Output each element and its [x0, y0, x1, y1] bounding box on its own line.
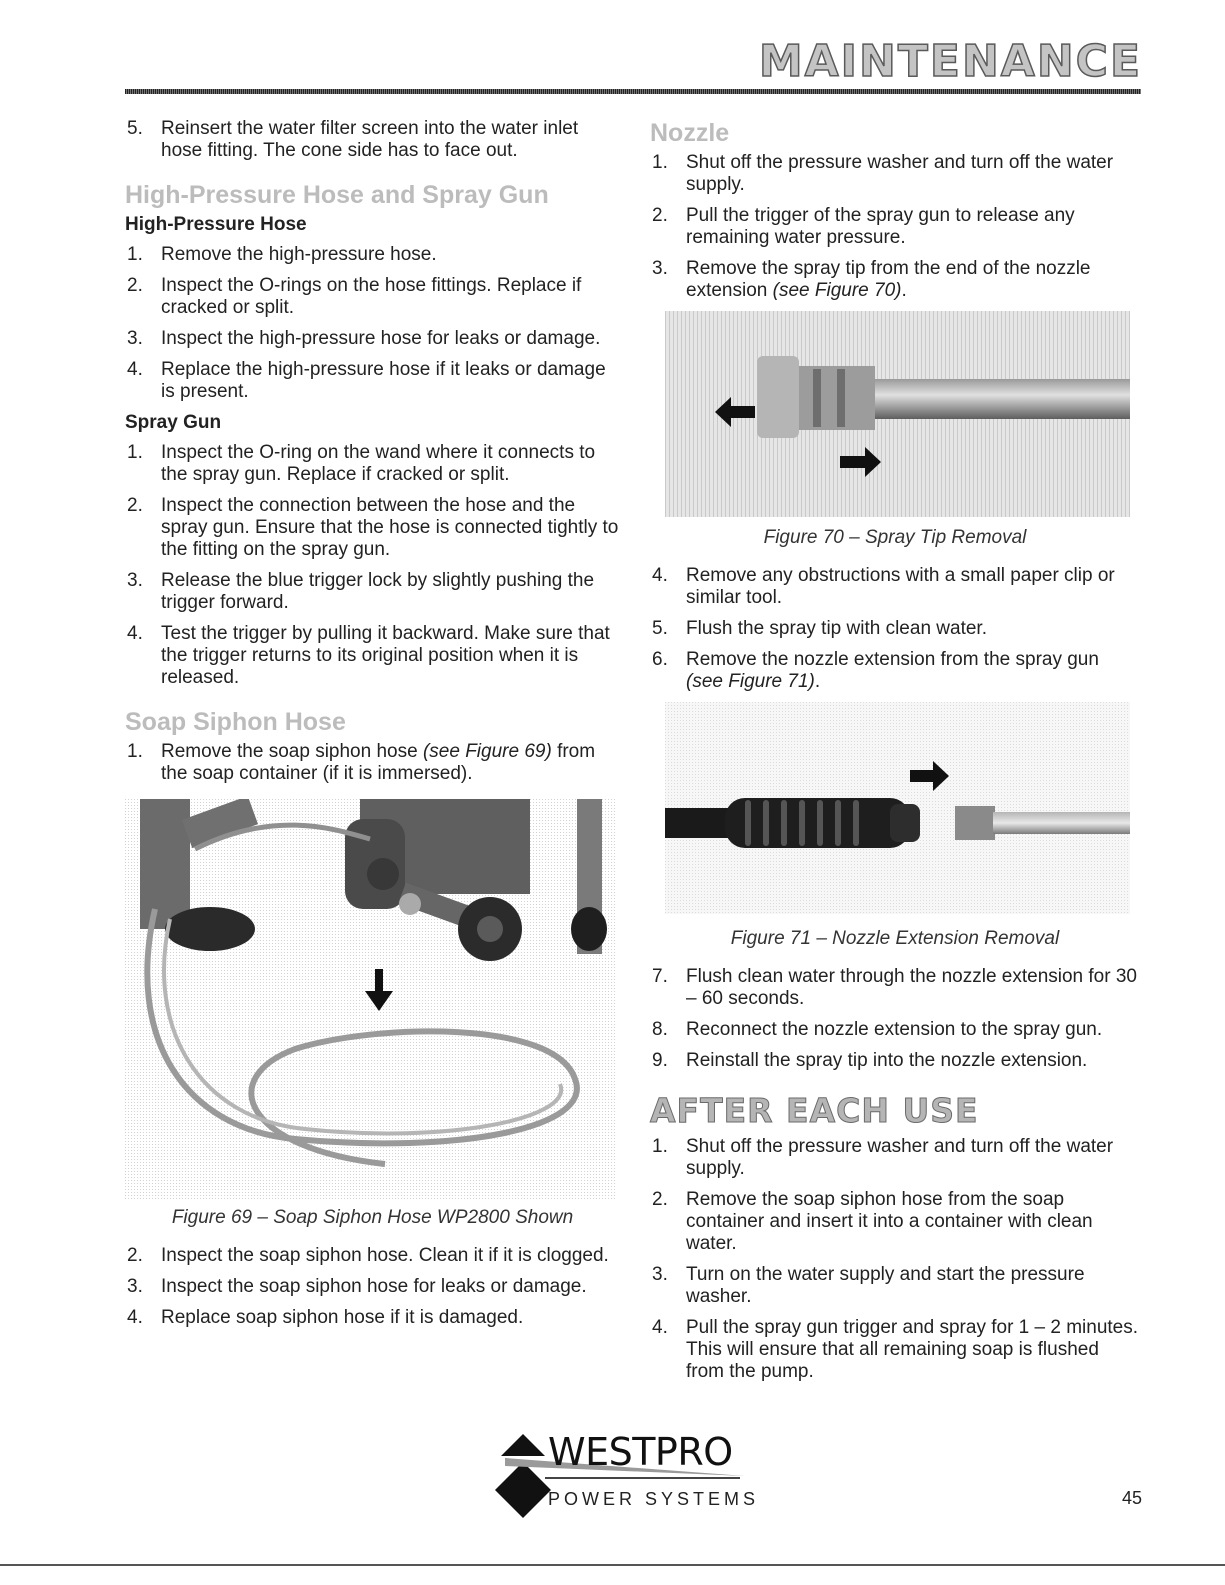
- item-text: Shut off the pressure washer and turn off the water supply.: [686, 1136, 1114, 1179]
- item-text: Shut off the pressure washer and turn off the water supply.: [686, 152, 1114, 195]
- item-number: 5.: [652, 618, 668, 639]
- item-number: 4.: [652, 565, 668, 586]
- high-pressure-hose-steps: [125, 244, 620, 403]
- item-text: Inspect the soap siphon hose for leaks or damage.: [161, 1276, 587, 1297]
- page-number: 45: [1122, 1488, 1143, 1508]
- nozzle-steps-a: [650, 152, 1140, 302]
- item-number: 1.: [127, 442, 143, 463]
- item-number: 2.: [127, 495, 143, 516]
- item-number: 1.: [652, 152, 668, 173]
- brand-underline: [545, 1477, 740, 1479]
- figure-71-nozzle-extension-photo: [665, 702, 1130, 914]
- item-number: 1.: [127, 741, 143, 762]
- item-text: Turn on the water supply and start the pressure washer.: [686, 1264, 1085, 1307]
- section-title-after-each-use: AFTER EACH USE: [650, 1091, 979, 1130]
- list-item: [650, 205, 1140, 249]
- figure-70-spray-tip-photo: [665, 311, 1130, 517]
- list-item: [125, 328, 620, 350]
- item-text: Reinstall the spray tip into the nozzle extension.: [686, 1050, 1088, 1071]
- item-text: Remove the high-pressure hose.: [161, 244, 437, 265]
- item-text: Remove the soap siphon hose from the soap container and insert it into a container with clean water.: [686, 1189, 1093, 1254]
- item-text: Remove the spray tip from the end of the nozzle extension: [686, 258, 1091, 301]
- list-item: [650, 1050, 1140, 1072]
- list-item: [125, 1307, 620, 1329]
- item-text: Release the blue trigger lock by slightly pushing the trigger forward.: [161, 570, 595, 613]
- item-number: 4.: [652, 1317, 668, 1338]
- item-number: 3.: [127, 1276, 143, 1297]
- item-number: 3.: [127, 328, 143, 349]
- item-number: 8.: [652, 1019, 668, 1040]
- item-text: Inspect the connection between the hose and the spray gun. Ensure that the hose is connected tightly to the fitting on the spray gun.: [161, 495, 619, 560]
- item-text: Flush the spray tip with clean water.: [686, 618, 987, 639]
- item-text: .: [901, 280, 907, 301]
- list-item: [125, 495, 620, 561]
- subsection-title-spray-gun: Spray Gun: [125, 412, 222, 433]
- list-item: [650, 152, 1140, 196]
- brand-tagline: POWER SYSTEMS: [548, 1489, 760, 1509]
- soap-siphon-steps-b: [125, 1245, 620, 1329]
- item-text: Remove the soap siphon hose: [161, 741, 423, 762]
- list-item: [125, 1276, 620, 1298]
- item-text: Inspect the soap siphon hose. Clean it if it is clogged.: [161, 1245, 609, 1266]
- section-title-soap-siphon-hose: Soap Siphon Hose: [125, 708, 346, 736]
- item-text: Test the trigger by pulling it backward. Make sure that the trigger returns to its original position when it is released.: [161, 623, 610, 688]
- item-number: 5.: [127, 118, 143, 139]
- item-number: 6.: [652, 649, 668, 670]
- list-item: [650, 565, 1140, 609]
- list-item: [125, 623, 620, 689]
- list-item: [650, 1136, 1140, 1180]
- list-item: [125, 741, 620, 785]
- list-item: [650, 1189, 1140, 1255]
- figure-reference: (see Figure 70): [772, 280, 902, 301]
- figure-reference: (see Figure 69): [422, 741, 552, 762]
- list-item: [650, 649, 1140, 693]
- item-text: Remove any obstructions with a small paper clip or similar tool.: [686, 565, 1115, 608]
- item-text: .: [814, 671, 821, 692]
- item-text: Remove the nozzle extension from the spray gun: [686, 649, 1099, 670]
- figure-70-caption: Figure 70 – Spray Tip Removal: [763, 527, 1027, 548]
- item-number: 2.: [652, 1189, 668, 1210]
- nozzle-steps-c: [650, 966, 1140, 1072]
- subsection-title-high-pressure-hose: High-Pressure Hose: [125, 214, 307, 235]
- brand-name: WESTPRO: [548, 1430, 733, 1474]
- list-item: [650, 1019, 1140, 1041]
- spray-gun-steps: [125, 442, 620, 689]
- figure-71-caption: Figure 71 – Nozzle Extension Removal: [730, 928, 1060, 949]
- item-number: 1.: [652, 1136, 668, 1157]
- item-number: 9.: [652, 1050, 668, 1071]
- list-item: [125, 442, 620, 486]
- item-text: Flush clean water through the nozzle extension for 30 – 60 seconds.: [686, 966, 1137, 1009]
- list-item: [650, 618, 1140, 640]
- item-number: 4.: [127, 359, 143, 380]
- item-text: from the soap container (if it is immersed).: [161, 741, 596, 784]
- section-title-hose-spray-gun: High-Pressure Hose and Spray Gun: [125, 181, 549, 209]
- item-text: Replace soap siphon hose if it is damaged.: [161, 1307, 524, 1328]
- list-item: [125, 1245, 620, 1267]
- item-text: Inspect the O-ring on the wand where it connects to the spray gun. Replace if cracked or split.: [161, 442, 596, 485]
- footer-rule: [0, 1564, 1225, 1566]
- item-number: 3.: [652, 258, 668, 279]
- intro-list: [125, 118, 620, 162]
- after-each-use-steps: [650, 1136, 1140, 1383]
- list-item: [650, 1264, 1140, 1308]
- item-text: Pull the trigger of the spray gun to release any remaining water pressure.: [686, 205, 1075, 248]
- item-text: Pull the spray gun trigger and spray for 1 – 2 minutes. This will ensure that all remaining soap is flushed from the pump.: [686, 1317, 1139, 1382]
- item-number: 7.: [652, 966, 668, 987]
- item-number: 1.: [127, 244, 143, 265]
- list-item: [650, 1317, 1140, 1383]
- item-number: 4.: [127, 623, 143, 644]
- item-text: Reconnect the nozzle extension to the spray gun.: [686, 1019, 1103, 1040]
- list-item: [125, 244, 620, 266]
- item-number: 2.: [127, 1245, 143, 1266]
- section-title-nozzle: Nozzle: [650, 119, 730, 147]
- item-number: 4.: [127, 1307, 143, 1328]
- item-number: 2.: [652, 205, 668, 226]
- page-header-title: MAINTENANCE: [758, 36, 1142, 87]
- figure-69-soap-siphon-photo: [125, 799, 615, 1199]
- list-item: [650, 966, 1140, 1010]
- figure-reference: (see Figure 71): [686, 671, 815, 692]
- item-text: Inspect the high-pressure hose for leaks or damage.: [161, 328, 601, 349]
- right-column: [650, 118, 1140, 1392]
- item-text: Inspect the O-rings on the hose fittings. Replace if cracked or split.: [161, 275, 582, 318]
- item-text: Replace the high-pressure hose if it leaks or damage is present.: [161, 359, 606, 402]
- list-item: [125, 570, 620, 614]
- list-item: [125, 359, 620, 403]
- header-rule: [125, 89, 1141, 94]
- list-item: [125, 118, 620, 162]
- left-column: [125, 118, 620, 1338]
- list-item: [125, 275, 620, 319]
- item-number: 3.: [127, 570, 143, 591]
- soap-siphon-steps-a: [125, 741, 620, 785]
- figure-69-caption: Figure 69 – Soap Siphon Hose WP2800 Shown: [171, 1207, 574, 1228]
- item-text: Reinsert the water filter screen into the water inlet hose fitting. The cone side has to face out.: [161, 118, 579, 161]
- list-item: [650, 258, 1140, 302]
- item-number: 2.: [127, 275, 143, 296]
- item-number: 3.: [652, 1264, 668, 1285]
- nozzle-steps-b: [650, 565, 1140, 693]
